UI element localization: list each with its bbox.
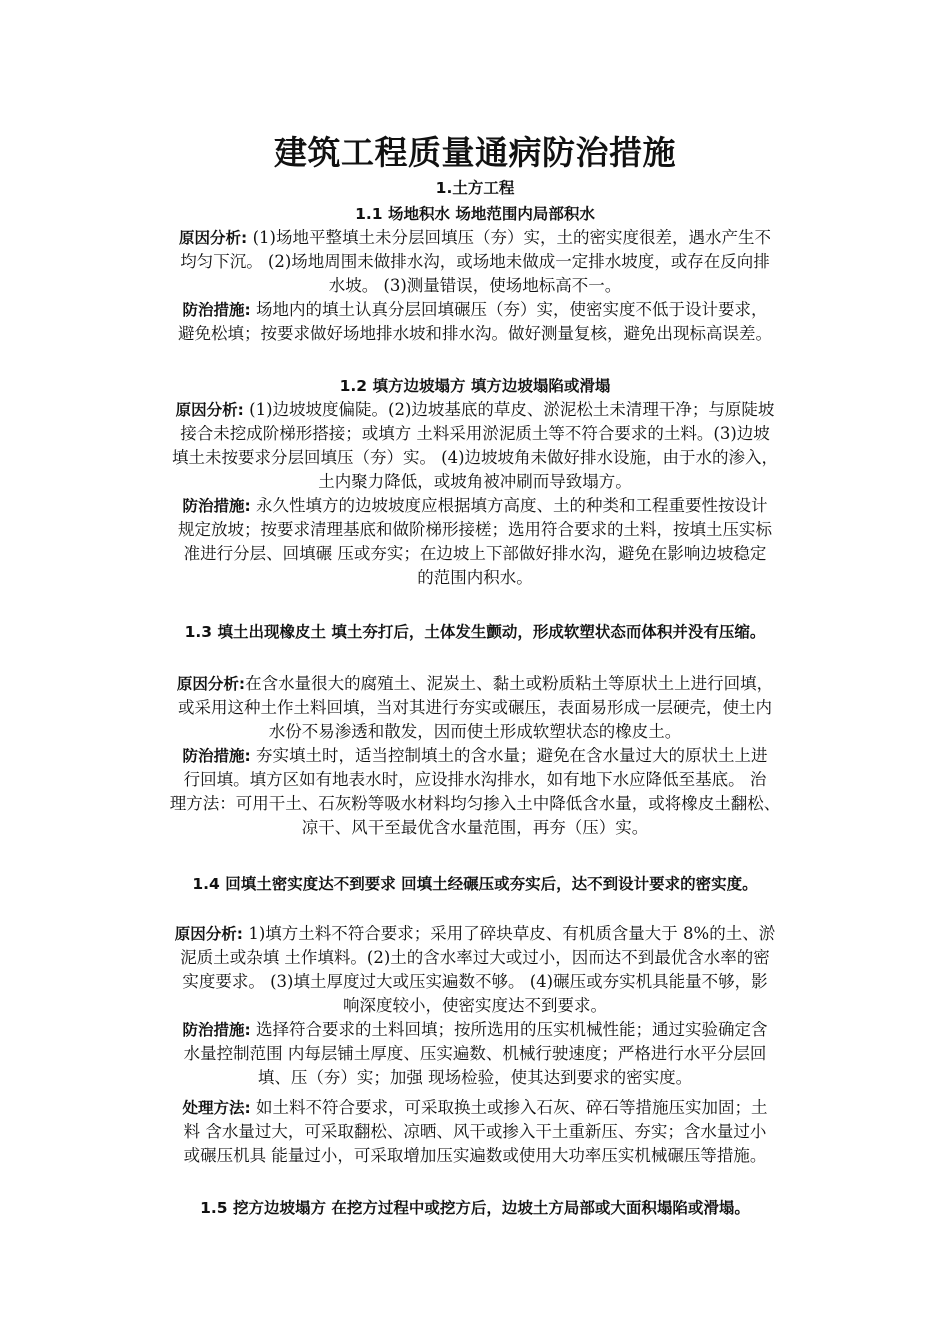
paragraph-line: 规定放坡；按要求清理基底和做阶梯形接槎；选用符合要求的土料，按填土压实标: [178, 520, 772, 539]
subsection-heading-1-3: 1.3 填土出现橡皮土 填土夯打后，土体发生颤动，形成软塑状态而体积并没有压缩。: [184, 623, 766, 641]
cause-label: 原因分析:: [175, 401, 250, 419]
paragraph-line: 处理方法: 如土料不符合要求，可采取换土或掺入石灰、碎石等措施压实加固；土: [182, 1098, 768, 1117]
paragraph-line: 原因分析: (1)边坡坡度偏陡。(2)边坡基底的草皮、淤泥松土未清理干净；与原陡坡: [175, 400, 775, 419]
section-heading-1: 1.土方工程: [435, 179, 515, 197]
subsection-heading-1-2: 1.2 填方边坡塌方 填方边坡塌陷或滑塌: [339, 377, 611, 395]
paragraph-line: 防治措施: 永久性填方的边坡坡度应根据填方高度、土的种类和工程重要性按设计: [182, 496, 768, 515]
paragraph-line: 接合未挖成阶梯形搭接；或填方 土料采用淤泥质土等不符合要求的土料。(3)边坡: [180, 424, 770, 443]
measure-label: 防治措施:: [182, 301, 257, 319]
measure-label: 防治措施:: [182, 497, 257, 515]
paragraph-line: 原因分析:在含水量很大的腐殖土、泥炭土、黏土或粉质粘土等原状土上进行回填，: [176, 674, 774, 693]
paragraph-line: 响深度较小，使密实度达不到要求。: [343, 996, 607, 1015]
cause-label: 原因分析:: [179, 229, 253, 247]
subsection-heading-1-4: 1.4 回填土密实度达不到要求 回填土经碾压或夯实后，达不到设计要求的密实度。: [192, 875, 758, 893]
paragraph-line: 填土未按要求分层回填压（夯）实。 (4)边坡坡角未做好排水设施，由于水的渗入，: [171, 448, 779, 467]
paragraph-line: 实度要求。 (3)填土厚度过大或压实遍数不够。 (4)碾压或夯实机具能量不够，影: [182, 972, 768, 991]
paragraph-line: 均匀下沉。 (2)场地周围未做排水沟，或场地未做成一定排水坡度，或存在反向排: [180, 252, 770, 271]
paragraph-line: 避免松填；按要求做好场地排水坡和排水沟。做好测量复核，避免出现标高误差。: [178, 324, 772, 343]
paragraph-line: 或碾压机具 能量过小，可采取增加压实遍数或使用大功率压实机械碾压等措施。: [183, 1146, 767, 1165]
paragraph-line: 理方法：可用干土、石灰粉等吸水材料均匀掺入土中降低含水量，或将橡皮土翻松、: [169, 794, 781, 813]
paragraph-line: 料 含水量过大，可采取翻松、凉晒、风干或掺入干土重新压、夯实；含水量过小: [183, 1122, 767, 1141]
paragraph-line: 水份不易渗透和散发，因而使土形成软塑状态的橡皮土。: [268, 722, 682, 741]
subsection-heading-1-1: 1.1 场地积水 场地范围内局部积水: [355, 205, 595, 223]
paragraph-line: 准进行分层、回填碾 压或夯实；在边坡上下部做好排水沟，避免在影响边坡稳定: [183, 544, 767, 563]
paragraph-line: 防治措施: 选择符合要求的土料回填；按所选用的压实机械性能；通过实验确定含: [182, 1020, 768, 1039]
measure-label: 防治措施:: [182, 747, 257, 765]
paragraph-line: 土内聚力降低，或坡角被冲刷而导致塌方。: [318, 472, 632, 491]
paragraph-line: 原因分析: (1)场地平整填土未分层回填压（夯）实，土的密实度很差，遇水产生不: [179, 228, 771, 247]
paragraph-line: 防治措施: 场地内的填土认真分层回填碾压（夯）实，使密实度不低于设计要求，: [182, 300, 768, 319]
cause-label: 原因分析:: [174, 925, 249, 943]
subsection-heading-1-5: 1.5 挖方边坡塌方 在挖方过程中或挖方后，边坡土方局部或大面积塌陷或滑塌。: [200, 1199, 750, 1217]
cause-label: 原因分析:: [176, 675, 246, 693]
paragraph-line: 水坡。 (3)测量错误，使场地标高不一。: [328, 276, 622, 295]
paragraph-line: 填、压（夯）实；加强 现场检验，使其达到要求的密实度。: [257, 1068, 693, 1087]
paragraph-line: 行回填。填方区如有地表水时，应设排水沟排水，如有地下水应降低至基底。 治: [183, 770, 767, 789]
paragraph-line: 水量控制范围 内每层铺土厚度、压实遍数、机械行驶速度；严格进行水平分层回: [183, 1044, 767, 1063]
measure-label: 防治措施:: [182, 1021, 257, 1039]
paragraph-line: 或采用这种土作土料回填，当对其进行夯实或碾压，表面易形成一层硬壳，使土内: [178, 698, 772, 717]
paragraph-line: 泥质土或杂填 土作填料。(2)土的含水率过大或过小，因而达不到最优含水率的密: [180, 948, 770, 967]
paragraph-line: 防治措施: 夯实填土时，适当控制填土的含水量；避免在含水量过大的原状土上进: [182, 746, 768, 765]
paragraph-line: 的范围内积水。: [417, 568, 533, 587]
paragraph-line: 凉干、风干至最优含水量范围，再夯（压）实。: [301, 818, 649, 837]
document-title: 建筑工程质量通病防治措施: [274, 133, 676, 172]
treatment-label: 处理方法:: [182, 1099, 257, 1117]
paragraph-line: 原因分析: 1)填方土料不符合要求；采用了碎块草皮、有机质含量大于 8%的土、淤: [174, 924, 776, 943]
